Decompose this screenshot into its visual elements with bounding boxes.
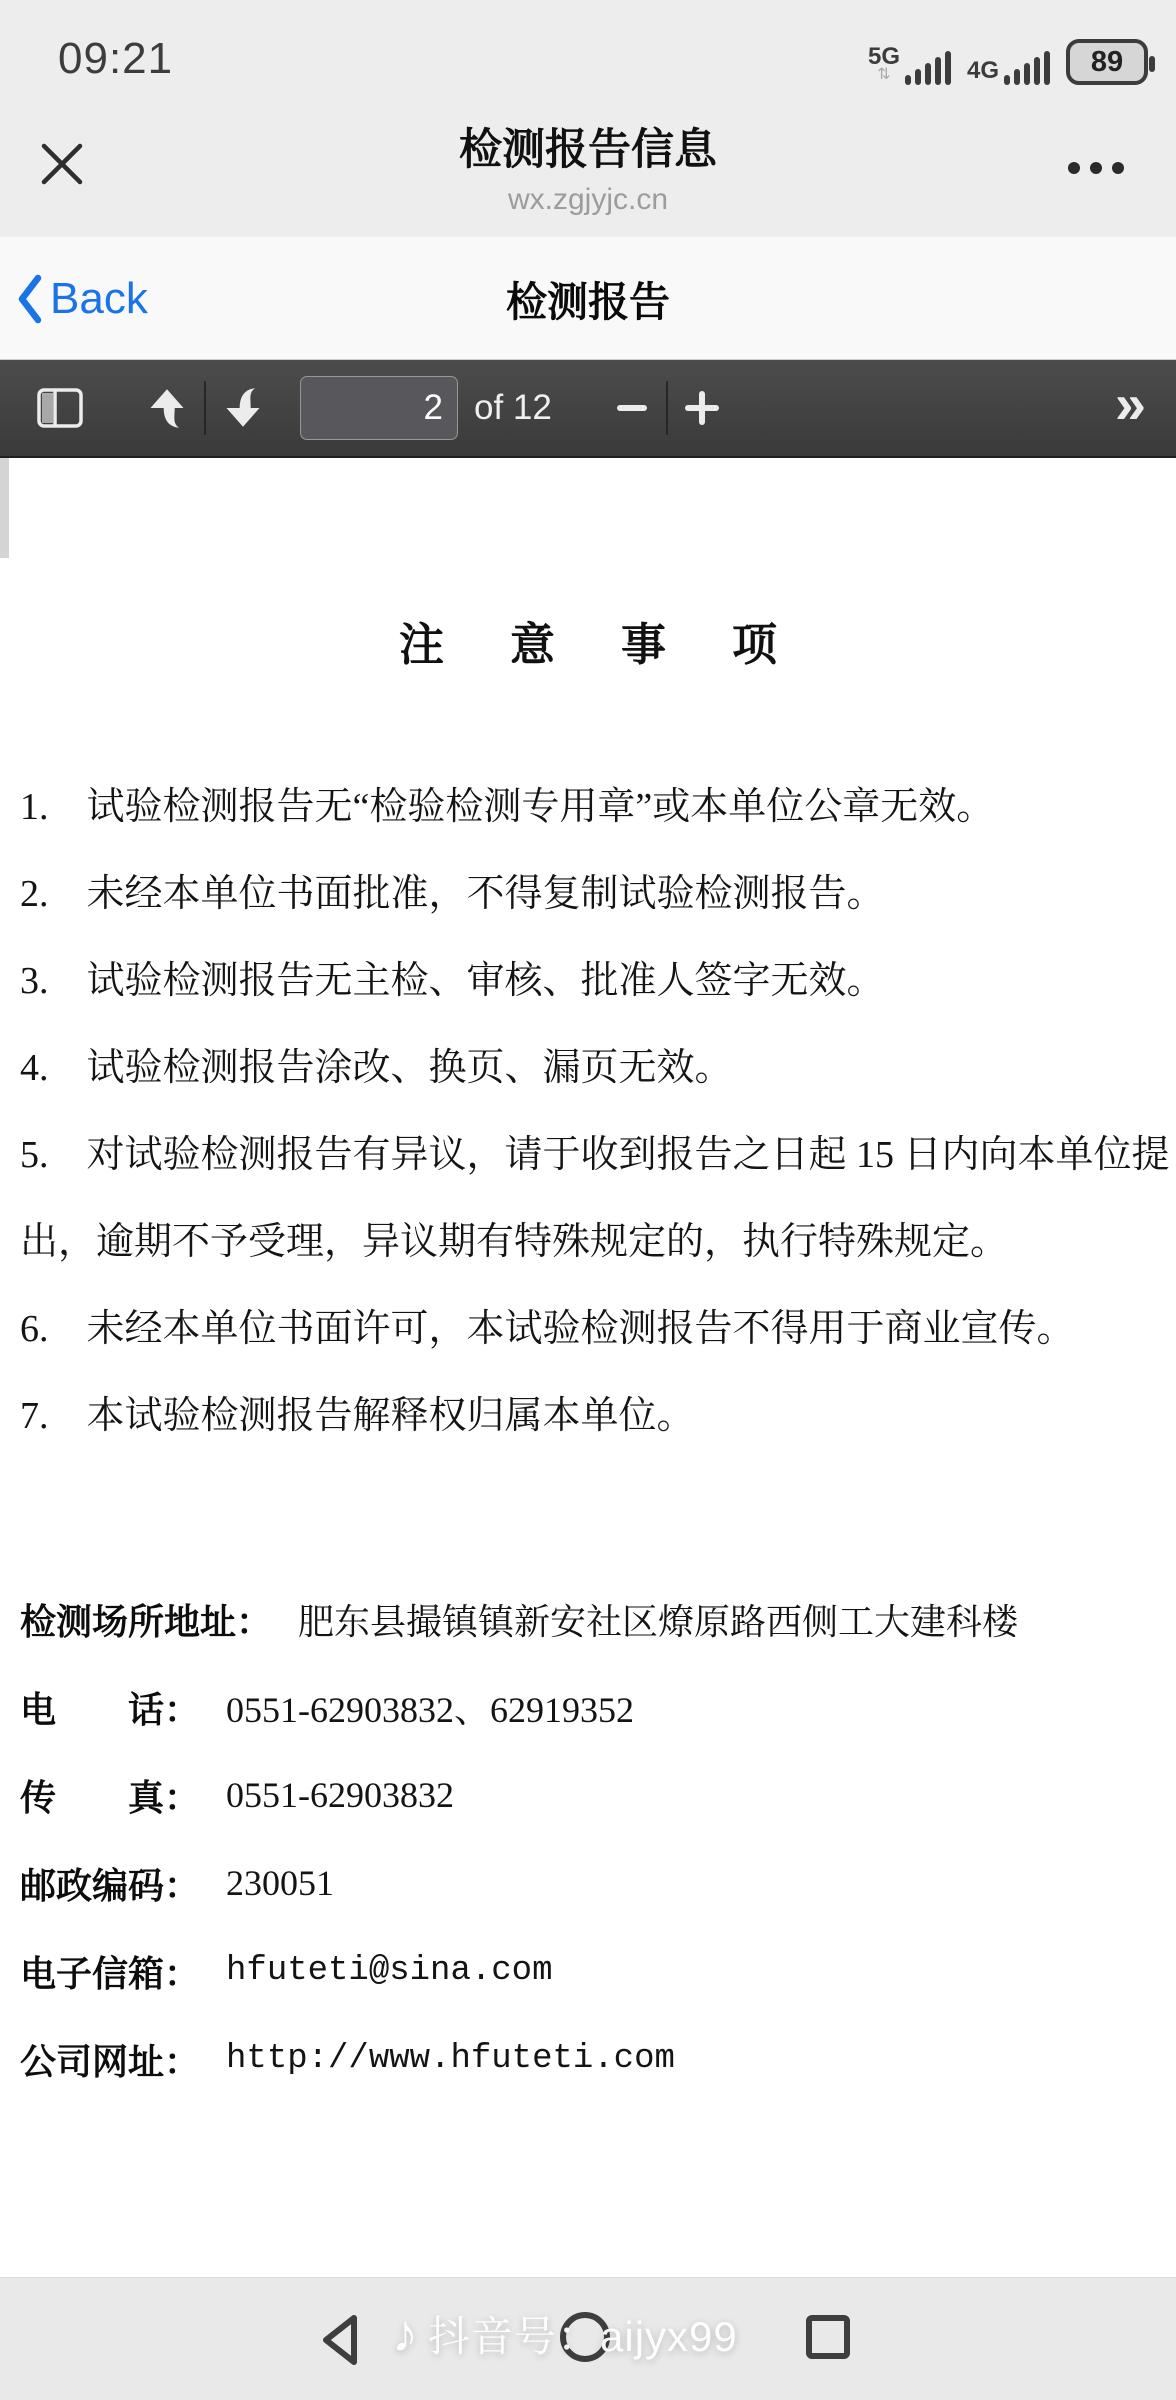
contact-row <box>20 1575 1160 1663</box>
page-count-label: of 12 <box>474 388 552 427</box>
battery-nub <box>1149 56 1155 72</box>
contact-label: 传 真： <box>20 1776 201 1818</box>
contact-value: 230051 <box>226 1863 335 1903</box>
battery-percent: 89 <box>1090 45 1124 78</box>
dot-icon <box>1090 162 1102 174</box>
contact-value: 0551-62903832 <box>226 1775 455 1815</box>
network-type-label: 4G <box>966 57 999 84</box>
signal-bars-icon <box>905 51 951 85</box>
contact-value: hfuteti@sina.com <box>226 1952 553 1990</box>
page-url: wx.zgjyjc.cn <box>507 183 669 216</box>
double-chevron-right-icon: » <box>1114 372 1146 435</box>
contact-label: 电 话： <box>20 1688 201 1730</box>
page-edge-gap <box>0 458 9 558</box>
pdf-page <box>0 458 1176 2277</box>
sidebar-icon <box>36 387 84 429</box>
contact-row <box>20 1751 1160 1839</box>
notice-line: 出，逾期不予受理，异议期有特殊规定的，执行特殊规定。 <box>20 1221 1009 1263</box>
contact-label: 公司网址： <box>20 2040 201 2082</box>
status-icons <box>868 25 1148 85</box>
triangle-back-icon <box>318 2312 360 2368</box>
notice-line: 5. 对试验检测报告有异议，请于收到报告之日起 15 日内向本单位提 <box>20 1134 1170 1176</box>
nav-recents-button[interactable] <box>806 2315 850 2359</box>
notice-line: 2. 未经本单位书面批准，不得复制试验检测报告。 <box>20 873 885 915</box>
douyin-note-icon: ♪ <box>392 2305 418 2363</box>
chevron-left-icon <box>14 272 44 326</box>
notice-line: 4. 试验检测报告涂改、换页、漏页无效。 <box>20 1047 733 1089</box>
back-button[interactable] <box>14 237 148 360</box>
document-title: 注意事项 <box>398 620 843 670</box>
toolbar-separator <box>666 381 668 435</box>
contact-label: 邮政编码： <box>20 1864 201 1906</box>
back-label: Back <box>50 273 148 323</box>
contact-value: 0551-62903832、62919352 <box>226 1689 635 1730</box>
page-title: 检测报告信息 <box>459 126 717 174</box>
signal-5g <box>868 45 951 85</box>
previous-page-button[interactable] <box>138 386 196 430</box>
arrow-down-icon <box>221 386 265 430</box>
toggle-sidebar-button[interactable] <box>30 387 90 429</box>
viewer-nav-bar <box>0 237 1176 360</box>
contact-list <box>20 1575 1160 2103</box>
dot-icon <box>1068 162 1080 174</box>
watermark-text: 抖音号：aijyx99 <box>428 2313 738 2360</box>
webview-header <box>0 110 1176 237</box>
notice-line: 6. 未经本单位书面许可，本试验检测报告不得用于商业宣传。 <box>20 1308 1075 1350</box>
plus-icon <box>685 405 719 411</box>
zoom-in-button[interactable] <box>674 376 730 440</box>
contact-row <box>20 1927 1160 2015</box>
toolbar-expand-button[interactable] <box>1114 372 1146 440</box>
arrow-up-icon <box>145 386 189 430</box>
notice-list <box>20 764 1170 1460</box>
contact-label: 检测场所地址： <box>20 1600 273 1642</box>
contact-row <box>20 1839 1160 1927</box>
more-menu-button[interactable] <box>1068 162 1124 174</box>
contact-row <box>20 2015 1160 2103</box>
pdf-toolbar <box>0 360 1176 458</box>
contact-row <box>20 1663 1160 1751</box>
next-page-button[interactable] <box>214 386 272 430</box>
douyin-watermark <box>392 2304 738 2364</box>
contact-value: 肥东县撮镇镇新安社区燎原路西侧工大建科楼 <box>298 1601 1019 1642</box>
nav-back-button[interactable] <box>318 2312 360 2373</box>
notice-line: 3. 试验检测报告无主检、审核、批准人签字无效。 <box>20 960 885 1002</box>
viewer-title: 检测报告 <box>506 279 670 325</box>
clock: 09:21 <box>58 34 174 83</box>
signal-bars-icon <box>1004 51 1050 85</box>
dot-icon <box>1112 162 1124 174</box>
zoom-out-button[interactable] <box>604 376 660 440</box>
network-type-label: 5G <box>867 43 900 70</box>
toolbar-separator <box>204 381 206 435</box>
status-bar <box>0 0 1176 110</box>
data-activity-icon: ⇅ <box>877 66 891 83</box>
page-number-input[interactable] <box>300 376 458 440</box>
minus-icon <box>617 405 647 411</box>
contact-label: 电子信箱： <box>20 1952 201 1994</box>
android-nav-bar <box>0 2277 1176 2400</box>
notice-line: 1. 试验检测报告无“检验检测专用章”或本单位公章无效。 <box>20 786 995 828</box>
contact-value: http://www.hfuteti.com <box>226 2040 675 2078</box>
notice-line: 7. 本试验检测报告解释权归属本单位。 <box>20 1395 695 1437</box>
signal-4g <box>967 51 1050 85</box>
battery-icon <box>1066 39 1148 85</box>
